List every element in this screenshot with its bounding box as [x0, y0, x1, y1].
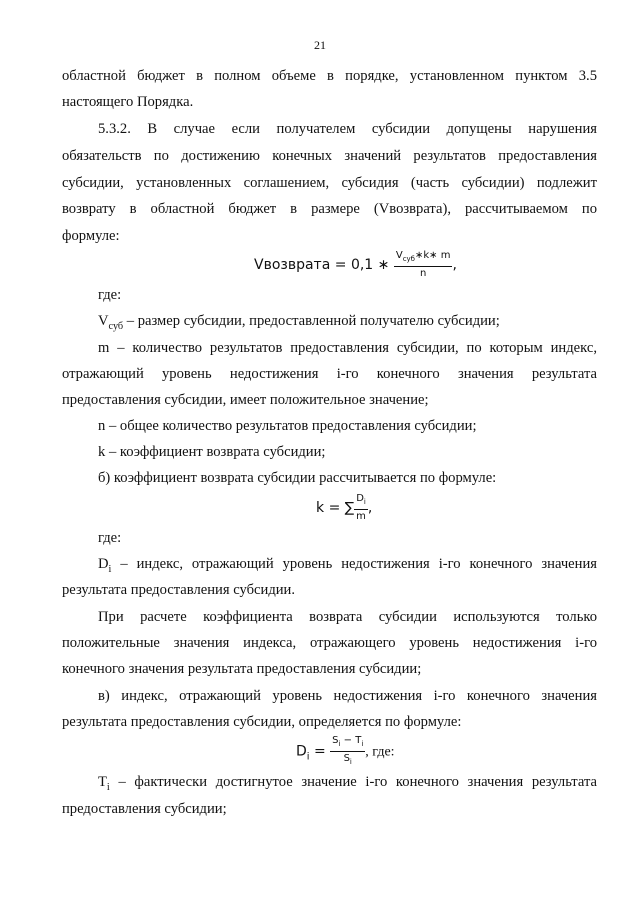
formula-coef: 0,1 [350, 257, 374, 273]
fraction-num-sub: i [363, 498, 366, 506]
paragraph-start: 5.3.2. В случае если получателем субсидии допущены нарушения [98, 121, 597, 137]
fraction-num-minus: − T [340, 735, 362, 746]
formula-tail: , [367, 500, 373, 516]
formula-index [296, 734, 395, 769]
text-line: конечного значения результата предоставления субсидии; [62, 661, 422, 677]
text-line: настоящего Порядка. [62, 94, 194, 110]
symbol: V [98, 313, 109, 329]
fraction-num-sub: i [338, 740, 341, 748]
symbol-sub: суб [108, 320, 124, 332]
text-line: б) коэффициент возврата субсидии рассчитывается по формуле: [98, 470, 497, 486]
definition-text: – фактически достигнутое значение i-го конечного значения результата [109, 774, 597, 790]
text-line: областной бюджет в полном объеме в порядке, установленном пунктом 3.5 [62, 68, 597, 84]
formula-lhs: Vвозврата [254, 257, 331, 273]
fraction-num: S [332, 735, 339, 746]
formula-lhs: k [316, 500, 325, 516]
formula-eq: = [334, 257, 347, 273]
text-line: где: [98, 287, 122, 303]
definition-line: m – количество результатов предоставления субсидии, по которым индекс, [98, 340, 597, 356]
fraction-den-sub: i [349, 758, 352, 766]
text-line: субсидии, установленных соглашением, субсидия (часть субсидии) подлежит [62, 175, 597, 191]
formula-eq: = [313, 743, 326, 760]
fraction-num: D [356, 493, 364, 504]
formula-op: ∗ [377, 257, 390, 273]
formula-lhs-sub: i [306, 751, 310, 763]
symbol-sub: i [108, 563, 112, 575]
text-line: предоставления субсидии; [62, 801, 227, 817]
formula-tail: , где: [365, 744, 395, 760]
paragraph-start: При расчете коэффициента возврата субсидии используются только [98, 609, 597, 625]
page-number: 21 [314, 38, 326, 52]
text-line: предоставления субсидии, имеет положительное значение; [62, 392, 429, 408]
formula-lhs: D [296, 743, 307, 760]
formula-fraction [394, 249, 453, 281]
definition-line [98, 773, 597, 797]
fraction-den: m [356, 511, 366, 522]
sum-sign: ∑ [344, 500, 355, 516]
text-line: результата предоставления субсидии, определяется по формуле: [62, 714, 462, 730]
num-v-sub: суб [402, 255, 415, 263]
num-rest: ∗k∗ m [415, 250, 451, 261]
formula-coefficient [316, 492, 372, 524]
definition-line: n – общее количество результатов предоставления субсидии; [98, 418, 477, 434]
definition-text: – размер субсидии, предоставленной получателю субсидии; [123, 313, 500, 329]
fraction-den: S [343, 753, 350, 764]
formula-tail: , [452, 257, 457, 273]
formula-fraction [330, 734, 365, 769]
text-line: положительные значения индекса, отражающего уровень недостижения i-го [62, 635, 597, 651]
text-line: возврату в областной бюджет в размере (Vвозврата), рассчитываемом по [62, 201, 597, 217]
text-line: где: [98, 530, 122, 546]
paragraph-start: в) индекс, отражающий уровень недостижения i-го конечного значения [98, 688, 597, 704]
formula-refund [254, 249, 457, 281]
symbol: T [98, 774, 107, 790]
definition-line [98, 312, 500, 336]
text-line: отражающий уровень недостижения i-го конечного значения результата [62, 366, 597, 382]
definition-line [98, 555, 597, 579]
formula-eq: = [328, 500, 341, 516]
text-line: обязательств по достижению конечных значений результатов предоставления [62, 148, 597, 164]
text-line: формуле: [62, 228, 120, 244]
symbol: D [98, 556, 109, 572]
formula-fraction [354, 492, 368, 524]
symbol-sub: i [106, 781, 110, 793]
definition-text: – индекс, отражающий уровень недостижения i-го конечного значения [111, 556, 597, 572]
definition-line: k – коэффициент возврата субсидии; [98, 444, 326, 460]
fraction-num-sub2: i [361, 740, 364, 748]
fraction-den: n [419, 268, 427, 279]
num-v: V [395, 250, 403, 261]
text-line: результата предоставления субсидии. [62, 582, 296, 598]
